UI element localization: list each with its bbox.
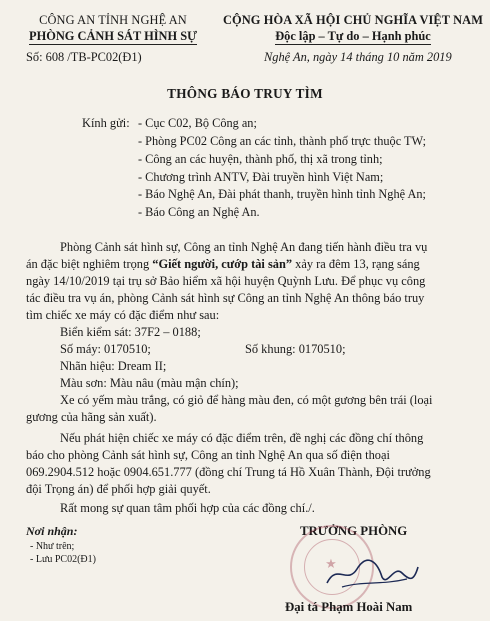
nation-title: CỘNG HÒA XÃ HỘI CHỦ NGHĨA VIỆT NAM (222, 13, 484, 27)
body-line: Xe có yếm màu trắng, có giỏ để hàng màu đen, có một gương bên trái (loại (60, 393, 433, 407)
signer-title: TRƯỞNG PHÒNG (300, 524, 408, 538)
vehicle-frame-number: Số khung: 0170510; (245, 342, 346, 356)
body-line: Phòng Cảnh sát hình sự, Công an tỉnh Nghệ An đang tiến hành điều tra vụ (60, 240, 428, 254)
vehicle-color: Màu sơn: Màu nâu (màu mận chín); (60, 376, 239, 390)
body-line: tìm chiếc xe máy có đặc điểm như sau: (26, 308, 220, 322)
star-icon: ★ (325, 556, 337, 571)
body-line: báo cho phòng Cảnh sát hình sự, Công an tỉnh Nghệ An qua số điện thoại (26, 448, 390, 462)
recipients-footer-label: Nơi nhận: (26, 524, 78, 538)
handwritten-signature (322, 555, 422, 595)
vehicle-engine-number: Số máy: 0170510; (60, 342, 151, 356)
body-line: tác điều tra vụ án, phòng Cảnh sát hình sự Công an tỉnh Nghệ An thông báo truy (26, 291, 425, 305)
body-line: Nếu phát hiện chiếc xe máy có đặc điểm trên, đề nghị các đồng chí thông (60, 431, 424, 445)
recipients-label: Kính gửi: (82, 116, 130, 130)
body-line: án đặc biệt nghiêm trọng “Giết người, cướp tài sản” xảy ra đêm 13, rạng sáng (26, 257, 420, 271)
recipient-item: - Báo Công an Nghệ An. (138, 205, 260, 219)
footer-recipient: - Như trên; (30, 541, 75, 552)
body-closing: Rất mong sự quan tâm phối hợp của các đồng chí./. (60, 501, 315, 515)
signer-name: Đại tá Phạm Hoài Nam (285, 600, 413, 614)
body-line: ngày 14/10/2019 tại trụ sở Bảo hiểm xã hội huyện Quỳnh Lưu. Để phục vụ công (26, 274, 426, 288)
recipient-item: - Chương trình ANTV, Đài truyền hình Việt Nam; (138, 170, 384, 184)
recipient-item: - Phòng PC02 Công an các tỉnh, thành phố trực thuộc TW; (138, 134, 427, 148)
body-line: gương của hãng sản xuất). (26, 410, 157, 424)
national-header (222, 12, 484, 45)
agency-header (8, 12, 218, 45)
vehicle-plate: Biển kiểm sát: 37F2 – 0188; (60, 325, 201, 339)
body-line: đội Trọng án) để phối hợp giải quyết. (26, 482, 211, 496)
department-name: PHÒNG CẢNH SÁT HÌNH SỰ (29, 29, 197, 43)
body-line: 069.2904.512 hoặc 0904.651.777 (đồng chí Trung tá Hồ Xuân Thành, Đội trưởng (26, 465, 431, 479)
document-title: THÔNG BÁO TRUY TÌM (167, 86, 323, 101)
recipient-item: - Báo Nghệ An, Đài phát thanh, truyền hình tỉnh Nghệ An; (138, 187, 426, 201)
document-number: Số: 608 /TB-PC02(Đ1) (26, 50, 142, 64)
recipient-item: - Công an các huyện, thành phố, thị xã trong tỉnh; (138, 152, 383, 166)
crime-name: “Giết người, cướp tài sản” (152, 257, 293, 271)
vehicle-brand: Nhãn hiệu: Dream II; (60, 359, 167, 373)
footer-recipient: - Lưu PC02(Đ1) (30, 554, 96, 565)
agency-name: CÔNG AN TỈNH NGHỆ AN (39, 13, 187, 27)
nation-motto: Độc lập – Tự do – Hạnh phúc (275, 29, 431, 43)
place-date: Nghệ An, ngày 14 tháng 10 năm 2019 (264, 50, 452, 64)
recipient-item: - Cục C02, Bộ Công an; (138, 116, 257, 130)
